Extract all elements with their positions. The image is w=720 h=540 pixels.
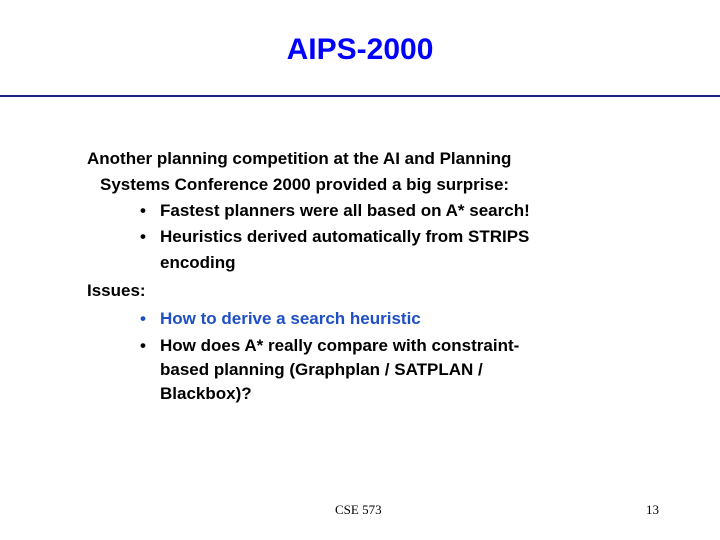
bullet-4-line-1: How does A* really compare with constraint-	[160, 336, 520, 355]
bullet-2-line-2: encoding	[160, 253, 236, 272]
footer-page-number: 13	[646, 502, 659, 517]
title-divider	[0, 95, 720, 97]
bullet-1-marker: •	[140, 201, 146, 220]
bullet-3-marker: •	[140, 309, 146, 328]
bullet-2-line-1: Heuristics derived automatically from STRIPS	[160, 227, 530, 246]
bullet-4-marker: •	[140, 336, 146, 355]
bullet-1-line-1: Fastest planners were all based on A* search!	[160, 201, 530, 220]
intro-line-1: Another planning competition at the AI and Planning	[87, 149, 512, 168]
bullet-2-marker: •	[140, 227, 146, 246]
bullet-3-line-1: How to derive a search heuristic	[160, 309, 421, 328]
footer-course: CSE 573	[335, 502, 382, 517]
slide-title: AIPS-2000	[286, 33, 434, 66]
intro-line-2: Systems Conference 2000 provided a big surprise:	[100, 175, 510, 194]
bullet-4-line-2: based planning (Graphplan / SATPLAN /	[160, 360, 483, 379]
bullet-4-line-3: Blackbox)?	[160, 384, 252, 403]
issues-label: Issues:	[87, 281, 146, 300]
